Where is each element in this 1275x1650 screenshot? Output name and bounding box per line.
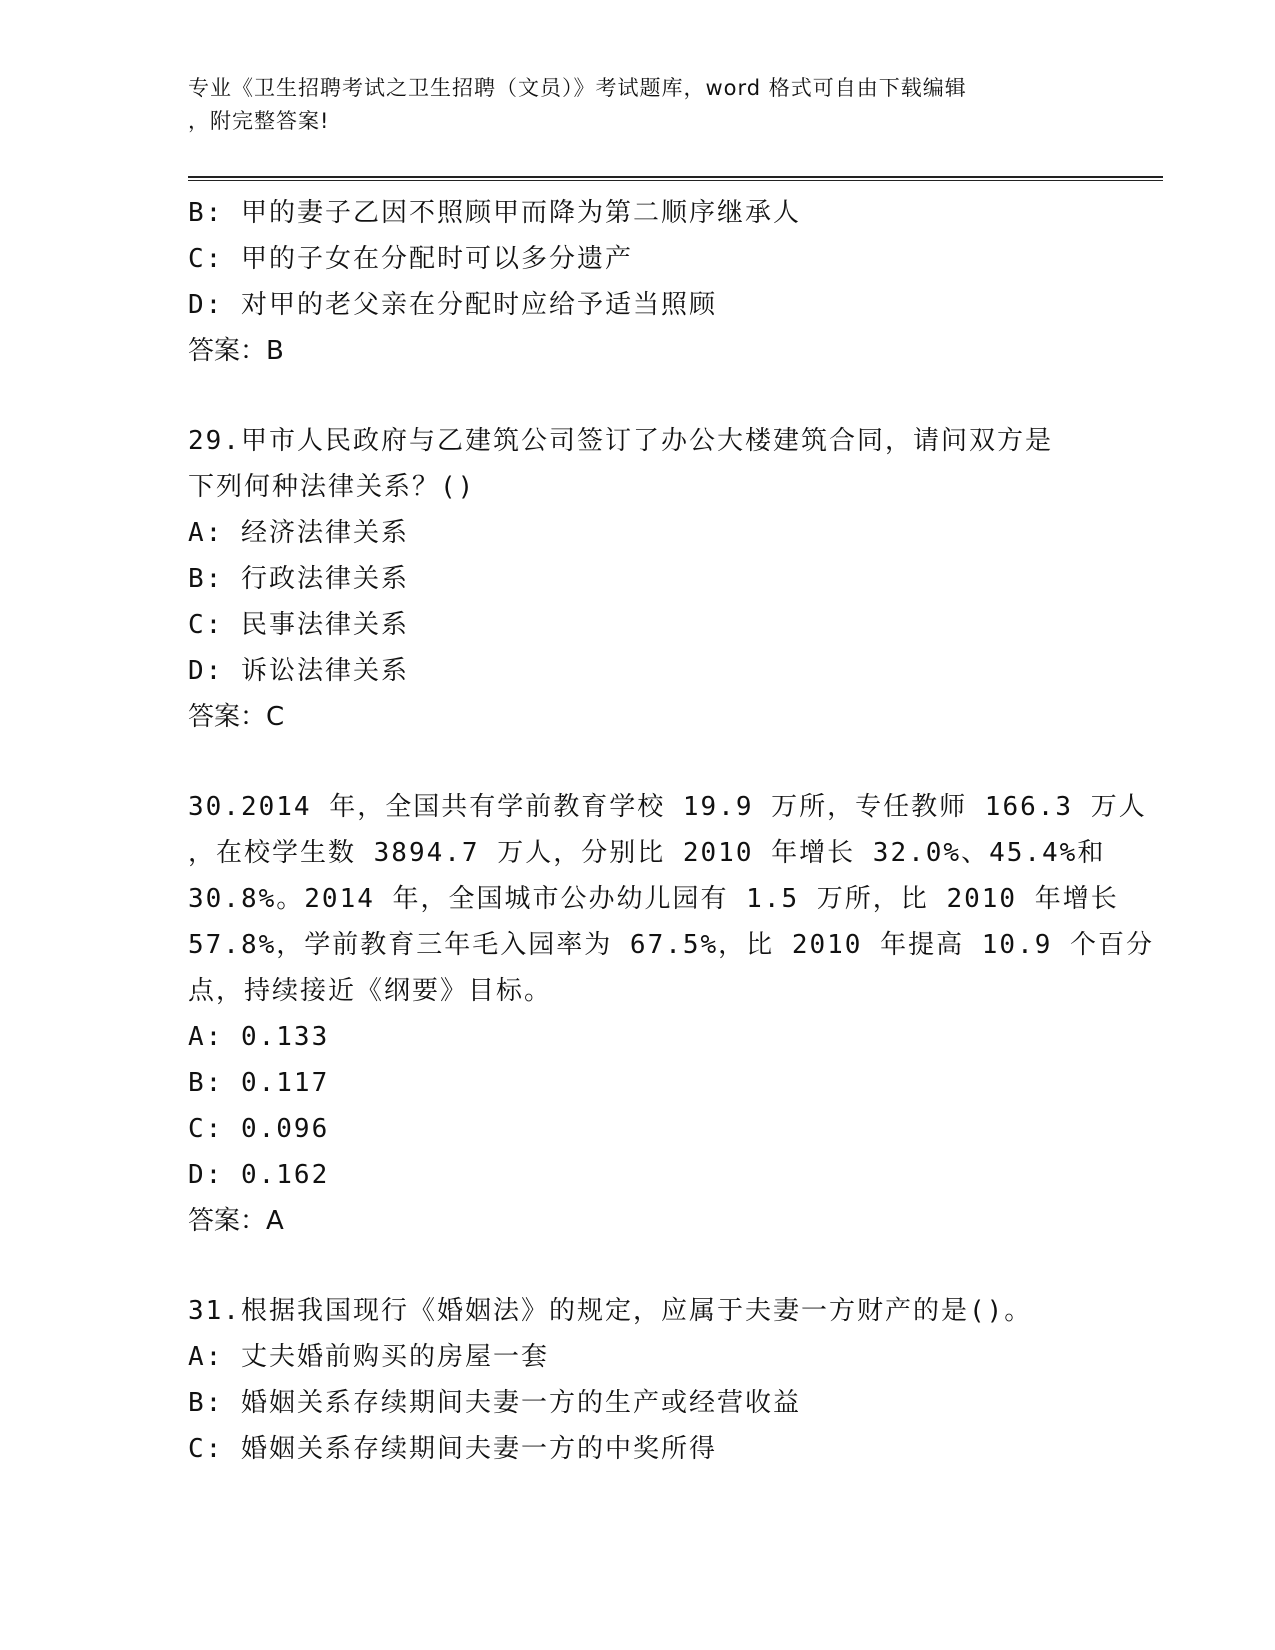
question-list <box>188 190 1155 1472</box>
answer: 答案：B <box>188 336 284 366</box>
answer: 答案：A <box>188 1206 284 1236</box>
question-30 <box>188 784 1155 1244</box>
question-stem-line: 下列何种法律关系？() <box>188 472 476 502</box>
option-c: C: 婚姻关系存续期间夫妻一方的中奖所得 <box>188 1434 717 1464</box>
question-31 <box>188 1288 1088 1472</box>
question-stem-line: ，在校学生数 3894.7 万人，分别比 2010 年增长 32.0%、45.4%和 <box>188 838 1106 868</box>
header-line-2: ，附完整答案! <box>188 109 330 133</box>
question-stem-line: 30.8%。2014 年，全国城市公办幼儿园有 1.5 万所，比 2010 年增长 <box>188 884 1119 914</box>
question-stem-line: 57.8%，学前教育三年毛入园率为 67.5%，比 2010 年提高 10.9 个百分 <box>188 930 1155 960</box>
option-c: C: 民事法律关系 <box>188 610 409 640</box>
option-b: B: 0.117 <box>188 1068 330 1098</box>
question-stem-line: 点，持续接近《纲要》目标。 <box>188 976 553 1006</box>
option-b: B: 甲的妻子乙因不照顾甲而降为第二顺序继承人 <box>188 198 801 228</box>
header-line-1: 专业《卫生招聘考试之卫生招聘（文员）》考试题库，word 格式可自由下载编辑 <box>188 76 967 100</box>
option-a: A: 丈夫婚前购买的房屋一套 <box>188 1342 549 1372</box>
answer: 答案：C <box>188 702 285 732</box>
option-a: A: 0.133 <box>188 1022 330 1052</box>
option-a: A: 经济法律关系 <box>188 518 409 548</box>
question-stem-line: 30.2014 年，全国共有学前教育学校 19.9 万所，专任教师 166.3 万人 <box>188 792 1147 822</box>
question-29 <box>188 418 1088 740</box>
question-stem-line: 31.根据我国现行《婚姻法》的规定，应属于夫妻一方财产的是()。 <box>188 1296 1033 1326</box>
option-d: D: 0.162 <box>188 1160 330 1190</box>
document-header <box>188 72 1068 138</box>
option-c: C: 0.096 <box>188 1114 330 1144</box>
option-d: D: 诉讼法律关系 <box>188 656 409 686</box>
question-28 <box>188 190 1088 374</box>
option-c: C: 甲的子女在分配时可以多分遗产 <box>188 244 633 274</box>
option-d: D: 对甲的老父亲在分配时应给予适当照顾 <box>188 290 717 320</box>
option-b: B: 行政法律关系 <box>188 564 409 594</box>
header-divider <box>188 176 1163 181</box>
question-stem-line: 29.甲市人民政府与乙建筑公司签订了办公大楼建筑合同，请问双方是 <box>188 426 1053 456</box>
option-b: B: 婚姻关系存续期间夫妻一方的生产或经营收益 <box>188 1388 801 1418</box>
